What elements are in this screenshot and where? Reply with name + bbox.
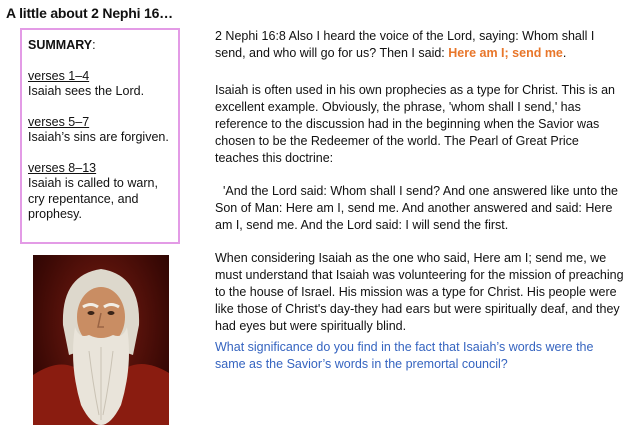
summary-box <box>20 28 180 244</box>
summary-group-2 <box>28 115 172 146</box>
verse-paragraph <box>215 28 625 62</box>
commentary-paragraph-1: Isaiah is often used in his own prophecies as a type for Christ. This is an excellent example. Obviously, the phrase, 'whom shall I send,' has reference to the discussion had in the beginning when the Savior was chosen to be the Redeemer of the world. The Pearl of Great Price teaches this doctrine: <box>215 83 615 165</box>
commentary-column <box>215 28 625 373</box>
portrait-drawing <box>33 255 169 425</box>
summary-group-3 <box>28 161 172 223</box>
commentary-paragraph-2: When considering Isaiah as the one who said, Here am I; send me, we must understand that Isaiah was volunteering for the mission of preaching to the house of Israel. His mission was a type for Christ. His people were like those of Christ's day-they had ears but were spiritually deaf, and they had eyes but were spiritually blind. <box>215 251 624 333</box>
summary-heading <box>28 38 172 54</box>
verse-highlight: Here am I; send me <box>448 46 563 60</box>
summary-text-1: Isaiah sees the Lord. <box>28 84 145 98</box>
summary-heading-colon: : <box>92 38 96 52</box>
verse-text: 2 Nephi 16:8 Also I heard the voice of the Lord, saying: Whom shall I send, and who will go for us? Then I said: <box>215 29 595 60</box>
summary-group-1 <box>28 69 172 100</box>
discussion-question: What significance do you find in the fact that Isaiah’s words were the same as the Savior’s words in the premortal council? <box>215 340 594 371</box>
summary-ref-3: verses 8–13 <box>28 160 97 175</box>
verse-end: . <box>562 46 567 60</box>
summary-text-2: Isaiah’s sins are forgiven. <box>28 130 169 144</box>
page-title: A little about 2 Nephi 16… <box>6 5 173 21</box>
summary-heading-label: SUMMARY <box>28 38 93 52</box>
isaiah-portrait-icon <box>33 255 169 425</box>
summary-ref-2: verses 5–7 <box>28 114 90 129</box>
summary-ref-1: verses 1–4 <box>28 68 90 83</box>
summary-text-3: Isaiah is called to warn, cry repentance, and prophesy. <box>28 176 158 221</box>
scripture-quote-paragraph: 'And the Lord said: Whom shall I send? And one answered like unto the Son of Man: Here am I, send me. And another answered and said: Here am I, send me. And the Lord said: I will send the first. <box>215 184 618 232</box>
